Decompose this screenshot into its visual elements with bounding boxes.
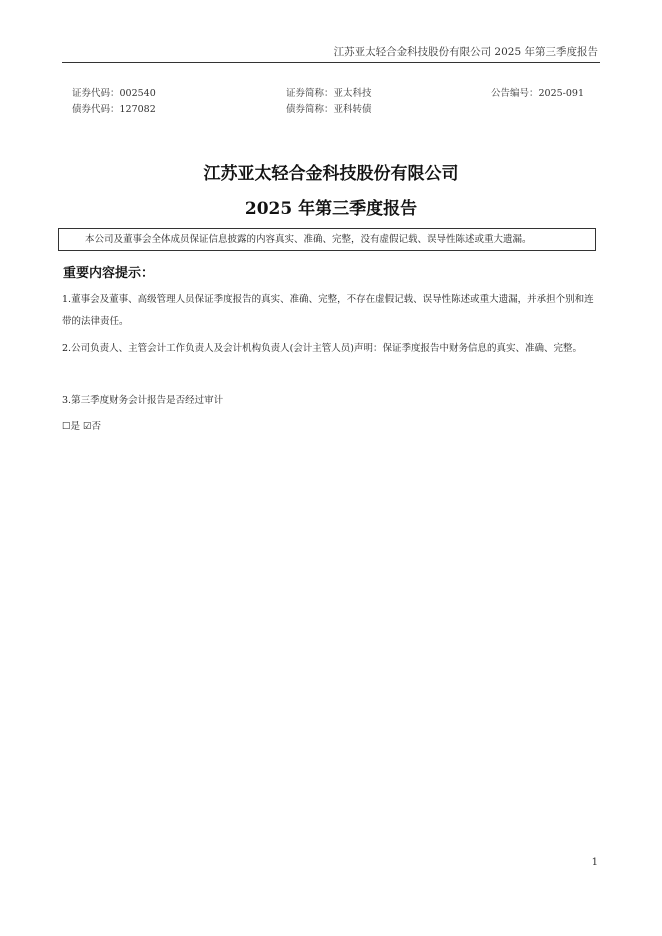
page-number: 1: [591, 857, 598, 868]
important-notes-heading: 重要内容提示：: [63, 266, 155, 281]
header-divider: [62, 62, 600, 63]
note-item-3: 3.第三季度财务会计报告是否经过审计: [62, 395, 224, 406]
stock-abbreviation: 证券简称：亚太科技: [286, 88, 372, 99]
stock-code: 证券代码：002540: [72, 88, 156, 99]
announcement-number: 公告编号：2025-091: [491, 88, 585, 99]
bond-code: 债券代码：127082: [72, 104, 156, 115]
note-item-2: 2.公司负责人、主管会计工作负责人及会计机构负责人(会计主管人员)声明：保证季度报告中财务信息的真实、准确、完整。: [62, 343, 582, 354]
report-title: 2025 年第三季度报告: [244, 199, 418, 219]
note-item-1: 1.董事会及董事、高级管理人员保证季度报告的真实、准确、完整，不存在虚假记载、误导性陈述或重大遗漏，并承担个别和连带的法律责任。: [62, 294, 594, 327]
board-statement-box: 本公司及董事会全体成员保证信息披露的内容真实、准确、完整，没有虚假记载、误导性陈述或重大遗漏。: [58, 228, 596, 251]
running-header-title: 江苏亚太轻合金科技股份有限公司 2025 年第三季度报告: [333, 46, 598, 58]
audit-checkbox-answer: ☐是 ☑否: [62, 421, 102, 432]
company-name-title: 江苏亚太轻合金科技股份有限公司: [203, 164, 459, 184]
bond-abbreviation: 债券简称：亚科转债: [286, 104, 372, 115]
